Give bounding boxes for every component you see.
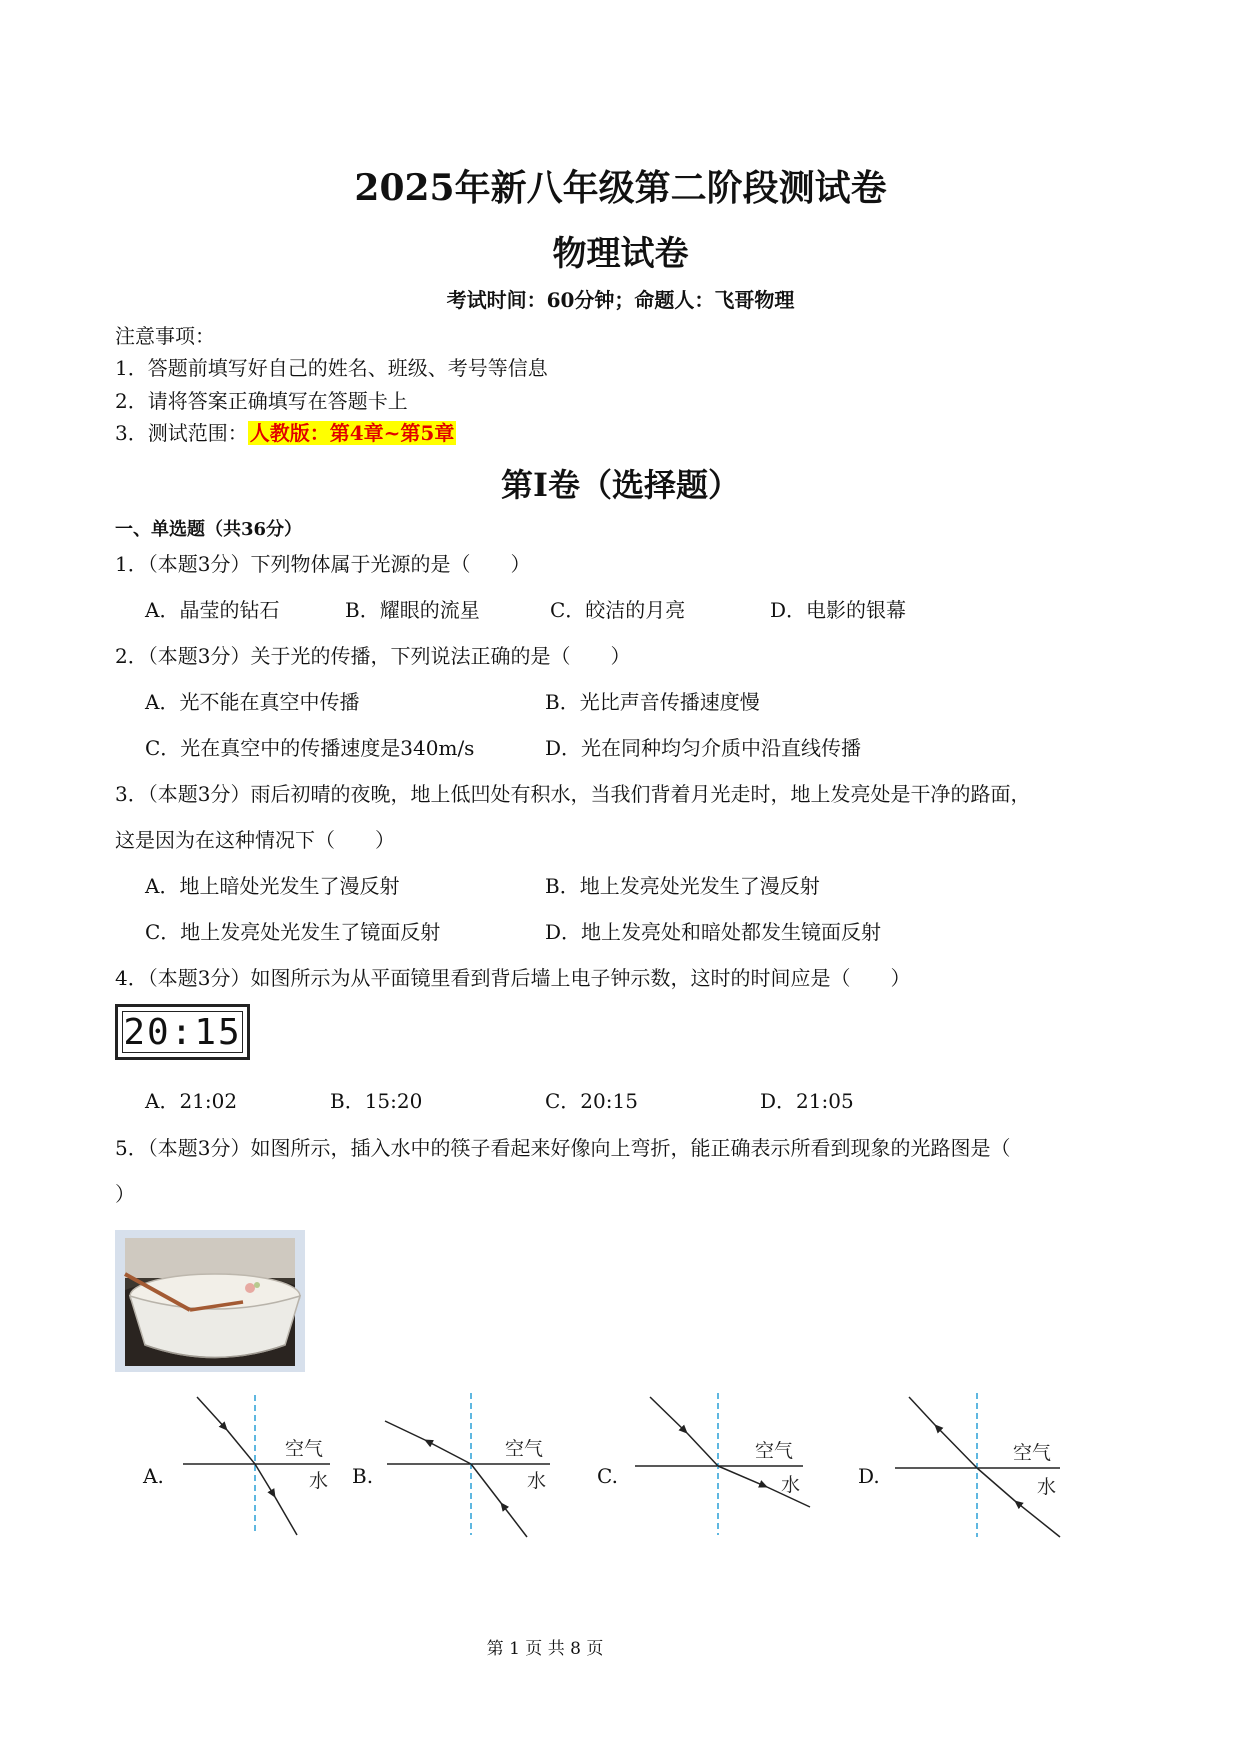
q2-option-a: A．光不能在真空中传播: [145, 690, 360, 714]
question-3-stem-line1: 3．（本题3分）雨后初晴的夜晚，地上低凹处有积水，当我们背着月光走时，地上发亮处是干净的路面，: [115, 782, 1031, 806]
exam-title: 2025年新八年级第二阶段测试卷: [354, 167, 887, 209]
q2-option-c: C．光在真空中的传播速度是340m/s: [145, 736, 475, 760]
notes-heading: 注意事项：: [115, 324, 215, 348]
air-label: 空气: [755, 1440, 794, 1462]
q4-option-a: A．21:02: [145, 1089, 238, 1113]
q2-option-d: D．光在同种均匀介质中沿直线传播: [545, 736, 862, 760]
note-item: 1．答题前填写好自己的姓名、班级、考号等信息: [115, 356, 548, 380]
q4-option-c: C．20:15: [545, 1089, 638, 1113]
clock-display: 20:15: [123, 1011, 242, 1053]
diagram-c: [635, 1393, 810, 1535]
air-label: 空气: [505, 1438, 544, 1460]
diagram-letter-a: A.: [143, 1464, 164, 1488]
part-heading: 一、单选题（共36分）: [115, 519, 303, 540]
water-label: 水: [781, 1474, 801, 1496]
q1-option-b: B．耀眼的流星: [345, 598, 480, 622]
q4-option-d: D．21:05: [760, 1089, 854, 1113]
q3-option-c: C．地上发亮处光发生了镜面反射: [145, 920, 441, 944]
question-1-stem: 1．（本题3分）下列物体属于光源的是（ ）: [115, 552, 531, 576]
exam-info: 考试时间：60分钟；命题人：飞哥物理: [446, 288, 795, 312]
diagram-a: [183, 1395, 330, 1535]
scope-prefix: 3．测试范围：: [115, 421, 248, 445]
diagram-letter-c: C.: [597, 1464, 618, 1488]
diagram-b: [385, 1393, 550, 1537]
question-5-stem-line1: 5．（本题3分）如图所示，插入水中的筷子看起来好像向上弯折，能正确表示所看到现象的光路图是（: [115, 1136, 1011, 1160]
subject-title: 物理试卷: [552, 234, 689, 274]
question-5-stem-line2: ）: [115, 1182, 135, 1206]
q3-option-b: B．地上发亮处光发生了漫反射: [545, 874, 820, 898]
page-footer: 第 1 页 共 8 页: [486, 1639, 604, 1659]
air-label: 空气: [1013, 1442, 1052, 1464]
water-label: 水: [527, 1470, 547, 1492]
water-label: 水: [309, 1470, 329, 1492]
diagram-letter-b: B.: [352, 1464, 374, 1488]
note-item: 2．请将答案正确填写在答题卡上: [115, 389, 408, 413]
water-label: 水: [1037, 1476, 1057, 1498]
air-label: 空气: [285, 1438, 324, 1460]
q4-option-b: B．15:20: [330, 1089, 423, 1113]
diagram-letter-d: D.: [858, 1464, 880, 1488]
question-2-stem: 2．（本题3分）关于光的传播，下列说法正确的是（ ）: [115, 644, 631, 668]
q3-option-d: D．地上发亮处和暗处都发生镜面反射: [545, 920, 882, 944]
question-4-stem: 4．（本题3分）如图所示为从平面镜里看到背后墙上电子钟示数，这时的时间应是（ ）: [115, 966, 911, 990]
q2-option-b: B．光比声音传播速度慢: [545, 690, 760, 714]
question-3-stem-line2: 这是因为在这种情况下（ ）: [115, 828, 395, 852]
section-title: 第Ⅰ卷（选择题）: [501, 466, 740, 504]
q1-option-c: C．皎洁的月亮: [550, 598, 686, 622]
q1-option-a: A．晶莹的钻石: [145, 598, 280, 622]
diagram-d: [895, 1393, 1060, 1537]
q1-option-d: D．电影的银幕: [770, 598, 907, 622]
q3-option-a: A．地上暗处光发生了漫反射: [145, 874, 400, 898]
scope-highlight: 人教版：第4章~第5章: [249, 421, 455, 445]
note-item-scope: [115, 417, 456, 446]
mirror-clock-figure: [115, 1004, 250, 1060]
bowl-chopsticks-photo: [115, 1230, 305, 1372]
